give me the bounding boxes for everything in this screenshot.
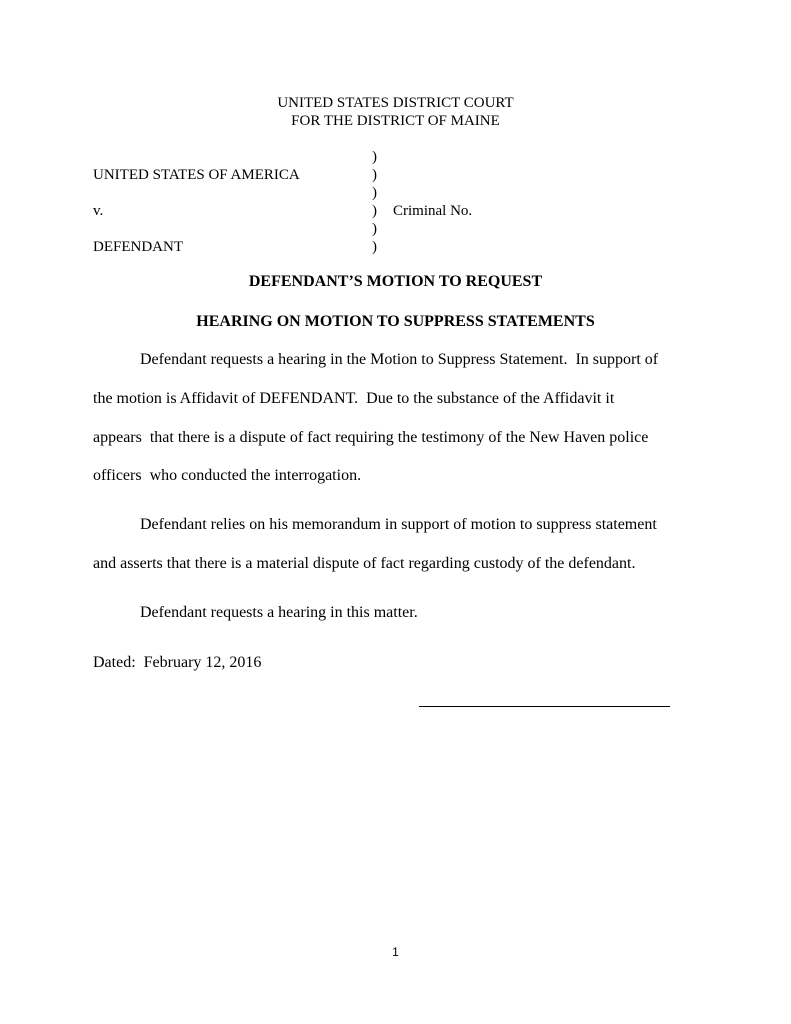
page-number: 1	[392, 945, 399, 959]
caption-paren: )	[372, 167, 377, 183]
body-line: Defendant relies on his memorandum in support of motion to suppress statement	[140, 516, 657, 533]
caption-paren: )	[372, 185, 377, 201]
court-name: UNITED STATES DISTRICT COURT	[277, 95, 514, 111]
body-line: officers who conducted the interrogation.	[93, 467, 362, 484]
body-line: and asserts that there is a material dispute of fact regarding custody of the defendant.	[93, 555, 636, 572]
caption-paren: )	[372, 221, 377, 237]
criminal-number-label: Criminal No.	[393, 203, 473, 219]
body-line: the motion is Affidavit of DEFENDANT. Due to the substance of the Affidavit it	[93, 390, 615, 407]
caption-row	[0, 184, 791, 202]
caption-party: v.	[93, 203, 104, 219]
motion-title: DEFENDANT’S MOTION TO REQUEST	[248, 273, 543, 290]
caption-row	[0, 202, 791, 220]
caption-row	[0, 166, 791, 184]
dated-line: Dated: February 12, 2016	[93, 654, 262, 671]
signature-line	[419, 706, 670, 707]
caption-party: DEFENDANT	[93, 239, 183, 255]
body-line: Defendant requests a hearing in the Motion to Suppress Statement. In support of	[140, 351, 659, 368]
body-line: Defendant requests a hearing in this matter.	[140, 604, 418, 621]
caption-row	[0, 220, 791, 238]
caption-row	[0, 238, 791, 256]
motion-subtitle: HEARING ON MOTION TO SUPPRESS STATEMENTS	[196, 313, 595, 330]
caption-paren: )	[372, 203, 377, 219]
caption-party: UNITED STATES OF AMERICA	[93, 167, 300, 183]
caption-paren: )	[372, 149, 377, 165]
body-line: appears that there is a dispute of fact requiring the testimony of the New Haven police	[93, 429, 649, 446]
caption-row	[0, 148, 791, 166]
caption-paren: )	[372, 239, 377, 255]
court-district: FOR THE DISTRICT OF MAINE	[291, 113, 500, 129]
